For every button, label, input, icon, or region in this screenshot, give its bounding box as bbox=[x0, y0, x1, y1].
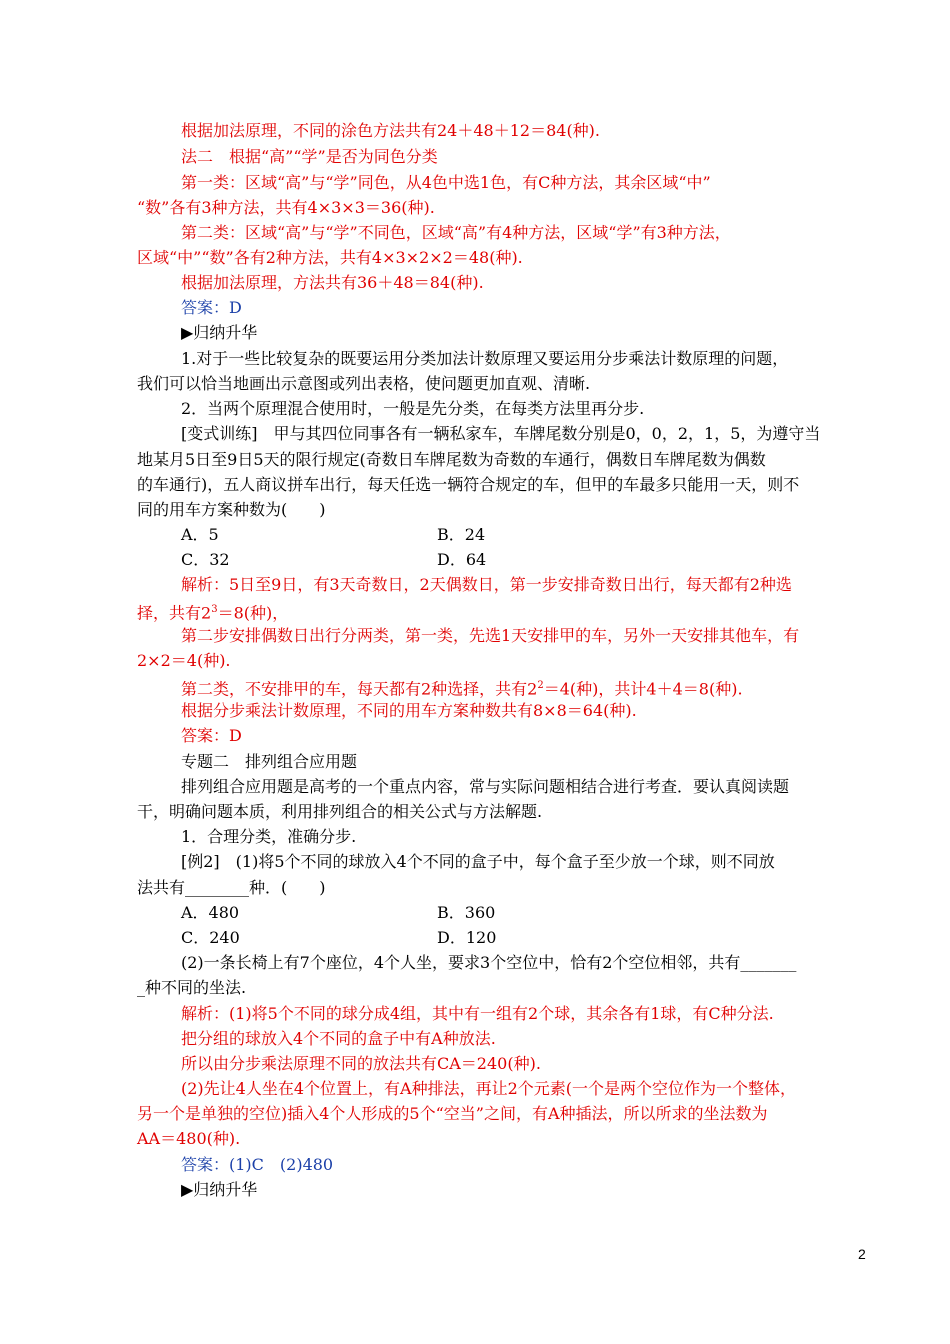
text-line: [变式训练] 甲与其四位同事各有一辆私家车，车牌尾数分别是0，0，2，1，5，为遵守当 bbox=[181, 424, 821, 443]
text-line: 所以由分步乘法原理不同的放法共有CA＝240(种). bbox=[181, 1054, 541, 1073]
text-line: 的车通行)，五人商议拼车出行，每天任选一辆符合规定的车，但甲的车最多只能用一天，则不 bbox=[137, 475, 800, 494]
text-line: 根据加法原理，方法共有36＋48＝84(种). bbox=[181, 273, 484, 292]
answer-label: 答案：(1)C (2)480 bbox=[181, 1155, 334, 1174]
text-line bbox=[137, 599, 288, 621]
text-line: 干，明确问题本质，利用排列组合的相关公式与方法解题. bbox=[137, 802, 543, 821]
text-line: 1．合理分类，准确分步. bbox=[181, 827, 357, 846]
option-d: D．64 bbox=[437, 550, 487, 569]
page-number: 2 bbox=[858, 1246, 866, 1262]
text-line: 法共有________种．( ) bbox=[137, 878, 326, 897]
text-line: AA＝480(种). bbox=[137, 1129, 241, 1148]
text-line: 解析：(1)将5个不同的球分成4组，其中有一组有2个球，其余各有1球，有C种分法. bbox=[181, 1004, 774, 1023]
option-b: B．24 bbox=[437, 525, 486, 544]
text-line: 同的用车方案种数为( ) bbox=[137, 500, 326, 519]
text-segment: ＝8(种)， bbox=[217, 603, 289, 623]
text-segment: 择，共有2 bbox=[137, 603, 212, 623]
text-line: 排列组合应用题是高考的一个重点内容，常与实际问题相结合进行考查．要认真阅读题 bbox=[181, 777, 790, 796]
section-heading: ▶归纳升华 bbox=[181, 1180, 258, 1199]
text-line: 第二类：区域“高”与“学”不同色，区域“高”有4种方法，区域“学”有3种方法， bbox=[181, 223, 731, 242]
section-heading: 专题二 排列组合应用题 bbox=[181, 752, 358, 771]
text-line: (2)先让4人坐在4个位置上，有A种排法，再让2个元素(一个是两个空位作为一个整体， bbox=[181, 1079, 797, 1098]
answer-label: 答案：D bbox=[181, 298, 242, 317]
text-line: 2×2＝4(种). bbox=[137, 651, 231, 670]
option-c: C．240 bbox=[181, 928, 240, 947]
superscript: 2 bbox=[537, 680, 544, 691]
text-line: “数”各有3种方法，共有4×3×3＝36(种). bbox=[137, 198, 435, 217]
text-line: 第二步安排偶数日出行分两类，第一类，先选1天安排甲的车，另外一天安排其他车，有 bbox=[181, 626, 800, 645]
text-segment: 第二类，不安排甲的车，每天都有2种选择，共有2 bbox=[181, 679, 538, 699]
text-line: 2．当两个原理混合使用时，一般是先分类，在每类方法里再分步. bbox=[181, 399, 645, 418]
text-line: 第一类：区域“高”与“学”同色，从4色中选1色，有C种方法，其余区域“中” bbox=[181, 173, 711, 192]
text-line bbox=[181, 675, 743, 697]
option-b: B．360 bbox=[437, 903, 496, 922]
text-line: 根据加法原理，不同的涂色方法共有24＋48＋12＝84(种). bbox=[181, 121, 601, 140]
option-c: C．32 bbox=[181, 550, 230, 569]
text-line: [例2] (1)将5个不同的球放入4个不同的盒子中，每个盒子至少放一个球，则不同放 bbox=[181, 852, 775, 871]
text-line: _种不同的坐法. bbox=[137, 978, 247, 997]
text-line: (2)一条长椅上有7个座位，4个人坐，要求3个空位中，恰有2个空位相邻，共有_______ bbox=[181, 953, 797, 972]
text-line: 法二 根据“高”“学”是否为同色分类 bbox=[181, 147, 438, 166]
option-d: D．120 bbox=[437, 928, 497, 947]
text-line: 把分组的球放入4个不同的盒子中有A种放法. bbox=[181, 1029, 496, 1048]
text-line: 解析：5日至9日，有3天奇数日，2天偶数日，第一步安排奇数日出行，每天都有2种选 bbox=[181, 575, 792, 594]
text-line: 1.对于一些比较复杂的既要运用分类加法计数原理又要运用分步乘法计数原理的问题， bbox=[181, 349, 789, 368]
text-line: 根据分步乘法计数原理，不同的用车方案种数共有8×8＝64(种). bbox=[181, 701, 637, 720]
option-a: A．5 bbox=[181, 525, 219, 544]
text-line: 地某月5日至9日5天的限行规定(奇数日车牌尾数为奇数的车通行，偶数日车牌尾数为偶数 bbox=[137, 450, 766, 469]
text-line: 另一个是单独的空位)插入4个人形成的5个“空当”之间，有A种插法，所以所求的坐法数为 bbox=[137, 1104, 768, 1123]
section-heading: ▶归纳升华 bbox=[181, 323, 258, 342]
text-segment: ＝4(种)，共计4＋4＝8(种). bbox=[543, 679, 743, 699]
option-a: A．480 bbox=[181, 903, 240, 922]
text-line: 区域“中”“数”各有2种方法，共有4×3×2×2＝48(种). bbox=[137, 248, 523, 267]
answer-label: 答案：D bbox=[181, 726, 242, 745]
superscript: 3 bbox=[211, 604, 218, 615]
text-line: 我们可以恰当地画出示意图或列出表格，使问题更加直观、清晰. bbox=[137, 374, 591, 393]
